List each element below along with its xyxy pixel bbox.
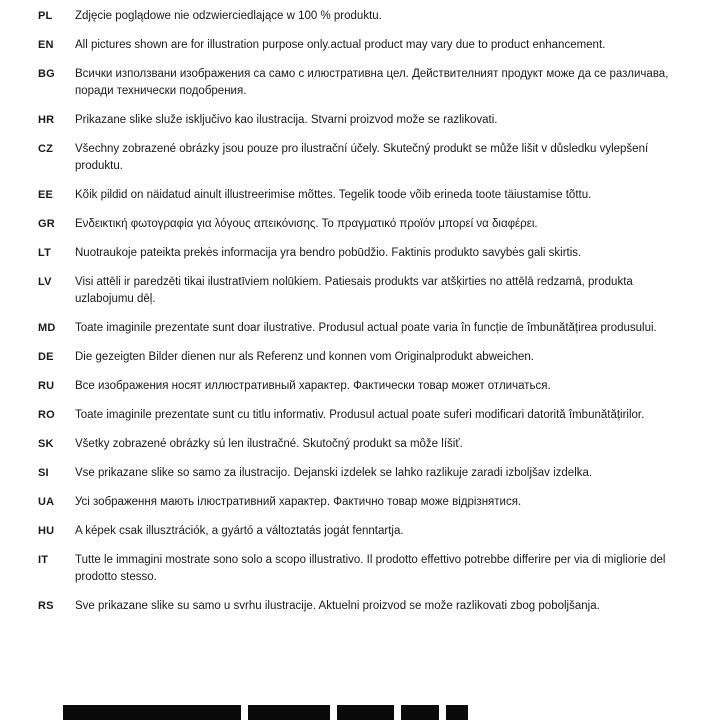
disclaimer-row	[38, 552, 692, 586]
disclaimer-text: Visi attēli ir paredzēti tikai ilustratīviem nolūkiem. Patiesais produkts var atšķirties no attēlā redzamā, produkta uzlabojumu dēļ.	[75, 276, 633, 305]
disclaimer-row	[38, 523, 692, 540]
disclaimer-row	[38, 436, 692, 453]
language-code: MD	[38, 322, 56, 334]
disclaimer-row	[38, 465, 692, 482]
redacted-bar	[446, 705, 468, 720]
disclaimer-text: Die gezeigten Bilder dienen nur als Referenz und konnen vom Originalprodukt abweichen.	[75, 351, 535, 363]
disclaimer-row	[38, 407, 692, 424]
disclaimer-text: Toate imaginile prezentate sunt cu titlu informativ. Produsul actual poate suferi modificari datorită îmbunătățirilor.	[75, 409, 645, 421]
redacted-bar	[401, 705, 439, 720]
disclaimer-text: Prikazane slike služe isključivo kao ilustracija. Stvarni proizvod može se razlikovati.	[75, 114, 498, 126]
language-code: RU	[38, 380, 55, 392]
disclaimer-text: Все изображения носят иллюстративный характер. Фактически товар может отличаться.	[75, 380, 551, 392]
redacted-bar	[63, 705, 241, 720]
disclaimer-row	[38, 349, 692, 366]
language-code: SI	[38, 467, 49, 479]
disclaimer-row	[38, 245, 692, 262]
language-code: SK	[38, 438, 54, 450]
language-code: RO	[38, 409, 55, 421]
redacted-bar	[248, 705, 330, 720]
disclaimer-text: All pictures shown are for illustration purpose only.actual product may vary due to product enhancement.	[75, 39, 606, 51]
language-code: PL	[38, 10, 53, 22]
disclaimer-text: Kõik pildid on näidatud ainult illustreerimise mõttes. Tegelik toode võib erineda toote täiustamise tõttu.	[75, 189, 592, 201]
disclaimer-row	[38, 216, 692, 233]
disclaimer-text: Zdjęcie poglądowe nie odzwierciedlające w 100 % produktu.	[75, 10, 382, 22]
disclaimer-text: Vse prikazane slike so samo za ilustracijo. Dejanski izdelek se lahko razlikuje zaradi izboljšav izdelka.	[75, 467, 593, 479]
language-code: BG	[38, 68, 55, 80]
redacted-footer	[63, 705, 468, 720]
disclaimer-row	[38, 320, 692, 337]
disclaimer-row	[38, 141, 692, 175]
disclaimer-text: Sve prikazane slike su samo u svrhu ilustracije. Aktuelni proizvod se može razlikovati zbog poboljšanja.	[75, 600, 600, 612]
language-code: DE	[38, 351, 54, 363]
disclaimer-row	[38, 378, 692, 395]
redacted-bar	[337, 705, 394, 720]
disclaimer-row	[38, 274, 692, 308]
language-code: EN	[38, 39, 54, 51]
disclaimer-row	[38, 112, 692, 129]
disclaimer-text: A képek csak illusztrációk, a gyártó a változtatás jogát fenntartja.	[75, 525, 404, 537]
disclaimer-text: Toate imaginile prezentate sunt doar ilustrative. Produsul actual poate varia în funcție de îmbunătățirea produsului.	[75, 322, 657, 334]
disclaimer-text: Ενδεικτική φωτογραφία για λόγους απεικόνισης. Το πραγματικό προϊόν μπορεί να διαφέρει.	[75, 218, 538, 230]
language-code: LV	[38, 276, 52, 288]
language-code: RS	[38, 600, 54, 612]
disclaimer-text: Nuotraukoje pateikta prekės informacija yra bendro pobūdžio. Faktinis produkto savybės gali skirtis.	[75, 247, 582, 259]
disclaimer-text: Všetky zobrazené obrázky sú len ilustračné. Skutočný produkt sa môže líšiť.	[75, 438, 463, 450]
language-code: UA	[38, 496, 55, 508]
disclaimer-text: Всички използвани изображения са само с илюстративна цел. Действителният продукт може да се различава, поради технически подобрения.	[75, 68, 669, 97]
language-code: IT	[38, 554, 49, 566]
disclaimer-text: Усі зображення мають ілюстративний характер. Фактично товар може відрізнятися.	[75, 496, 522, 508]
disclaimer-row	[38, 494, 692, 511]
rows-container	[38, 8, 692, 615]
language-code: LT	[38, 247, 52, 259]
disclaimer-row	[38, 8, 692, 25]
language-code: EE	[38, 189, 54, 201]
language-code: GR	[38, 218, 55, 230]
disclaimer-row	[38, 187, 692, 204]
language-code: HU	[38, 525, 55, 537]
disclaimer-row	[38, 37, 692, 54]
disclaimer-text: Všechny zobrazené obrázky jsou pouze pro ilustrační účely. Skutečný produkt se může lišit v důsledku vylepšení produktu.	[75, 143, 649, 172]
disclaimer-row	[38, 66, 692, 100]
disclaimer-text: Tutte le immagini mostrate sono solo a scopo illustrativo. Il prodotto effettivo potrebbe differire per via di migliorie del prodotto stesso.	[75, 554, 666, 583]
language-code: CZ	[38, 143, 54, 155]
language-code: HR	[38, 114, 55, 126]
disclaimer-row	[38, 598, 692, 615]
